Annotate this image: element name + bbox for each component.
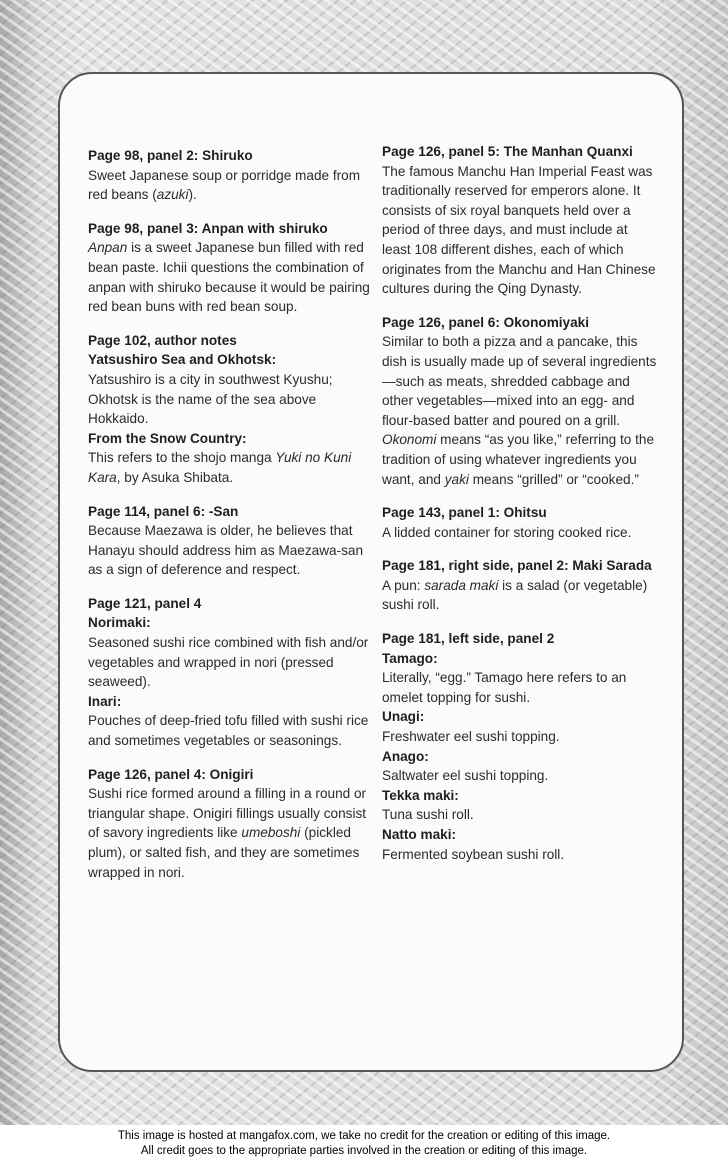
- note-body: The famous Manchu Han Imperial Feast was traditionally reserved for emperors alone. It consists of six royal banquets held over a period of three days, and must include at least 108 different dishes, each of which originates from the Manchu and Han Chinese cultures during the Qing Dynasty.: [382, 163, 656, 297]
- note-body: Literally, “egg.” Tamago here refers to an omelet topping for sushi.: [382, 670, 627, 705]
- note-subheading: Norimaki:: [88, 615, 151, 631]
- note-subheading: Inari:: [88, 693, 122, 709]
- note-entry: [88, 765, 370, 883]
- note-subheading: Yatsushiro Sea and Okhotsk:: [88, 352, 277, 368]
- note-subheading: Unagi:: [382, 709, 425, 725]
- note-body: This refers to the shojo manga Yuki no Kuni Kara, by Asuka Shibata.: [88, 450, 352, 485]
- note-body: Sweet Japanese soup or porridge made from red beans (azuki).: [88, 167, 361, 203]
- notes-column-right: [382, 142, 658, 878]
- footer-line-2: All credit goes to the appropriate parties involved in the creation or editing of this image.: [140, 1145, 588, 1157]
- note-subheading: From the Snow Country:: [88, 430, 247, 446]
- note-body: Similar to both a pizza and a pancake, this dish is usually made up of several ingredients—such as meats, shredded cabbage and other vegetables—mixed into an egg- and flour-based batter and poured on a grill. Okonomi means “as you like,” referring to the tradition of using whatever ingredients you want, and yaki means “grilled” or “cooked.”: [382, 334, 657, 487]
- note-subheading: Anago:: [382, 748, 429, 764]
- notes-column-left: [88, 146, 370, 896]
- note-body: Sushi rice formed around a filling in a round or triangular shape. Onigiri fillings usually consist of savory ingredients like umeboshi (pickled plum), or salted fish, and they are sometimes wrapped in nori.: [88, 786, 367, 880]
- note-body: A lidded container for storing cooked rice.: [382, 524, 632, 540]
- note-entry: [382, 313, 658, 489]
- note-body: Freshwater eel sushi topping.: [382, 729, 560, 745]
- note-subheading: Tekka maki:: [382, 787, 459, 803]
- note-entry: [88, 502, 370, 580]
- note-entry: [88, 219, 370, 317]
- note-entry: [382, 556, 658, 615]
- note-body: Seasoned sushi rice combined with fish and/or vegetables and wrapped in nori (pressed seaweed).: [88, 635, 369, 690]
- note-heading: Page 98, panel 2: Shiruko: [88, 148, 253, 163]
- note-subheading: Tamago:: [382, 650, 438, 666]
- note-heading: Page 121, panel 4: [88, 595, 202, 611]
- note-heading: Page 114, panel 6: -San: [88, 503, 239, 519]
- note-heading: Page 181, left side, panel 2: [382, 631, 555, 647]
- note-entry: [382, 629, 658, 864]
- note-body: A pun: sarada maki is a salad (or vegetable) sushi roll.: [382, 577, 648, 613]
- note-entry: [88, 594, 370, 751]
- note-entry: [88, 331, 370, 488]
- note-body: Saltwater eel sushi topping.: [382, 768, 549, 784]
- note-subheading: Natto maki:: [382, 827, 457, 842]
- note-entry: [382, 503, 658, 542]
- note-body: Yatsushiro is a city in southwest Kyushu; Okhotsk is the name of the sea above Hokkaido.: [88, 371, 333, 427]
- note-heading: Page 126, panel 5: The Manhan Quanxi: [382, 144, 633, 159]
- note-body: Fermented soybean sushi roll.: [382, 846, 565, 862]
- note-body: Pouches of deep-fried tofu filled with sushi rice and sometimes vegetables or seasonings.: [88, 713, 369, 749]
- note-entry: [382, 142, 658, 299]
- note-heading: Page 181, right side, panel 2: Maki Sarada: [382, 558, 652, 574]
- note-body: Tuna sushi roll.: [382, 807, 474, 823]
- note-heading: Page 143, panel 1: Ohitsu: [382, 505, 547, 521]
- note-entry: [88, 146, 370, 205]
- hosting-footer: [0, 1125, 728, 1161]
- note-heading: Page 126, panel 4: Onigiri: [88, 766, 254, 782]
- note-heading: Page 126, panel 6: Okonomiyaki: [382, 314, 590, 330]
- note-body: Because Maezawa is older, he believes that Hanayu should address him as Maezawa-san as a sign of deference and respect.: [88, 523, 364, 578]
- note-heading: Page 98, panel 3: Anpan with shiruko: [88, 220, 328, 236]
- footer-line-1: This image is hosted at mangafox.com, we take no credit for the creation or editing of this image.: [117, 1130, 611, 1142]
- note-body: Anpan is a sweet Japanese bun filled with red bean paste. Ichii questions the combination of anpan with shiruko because it would be pairing red bean buns with red bean soup.: [88, 240, 370, 315]
- note-heading: Page 102, author notes: [88, 332, 237, 348]
